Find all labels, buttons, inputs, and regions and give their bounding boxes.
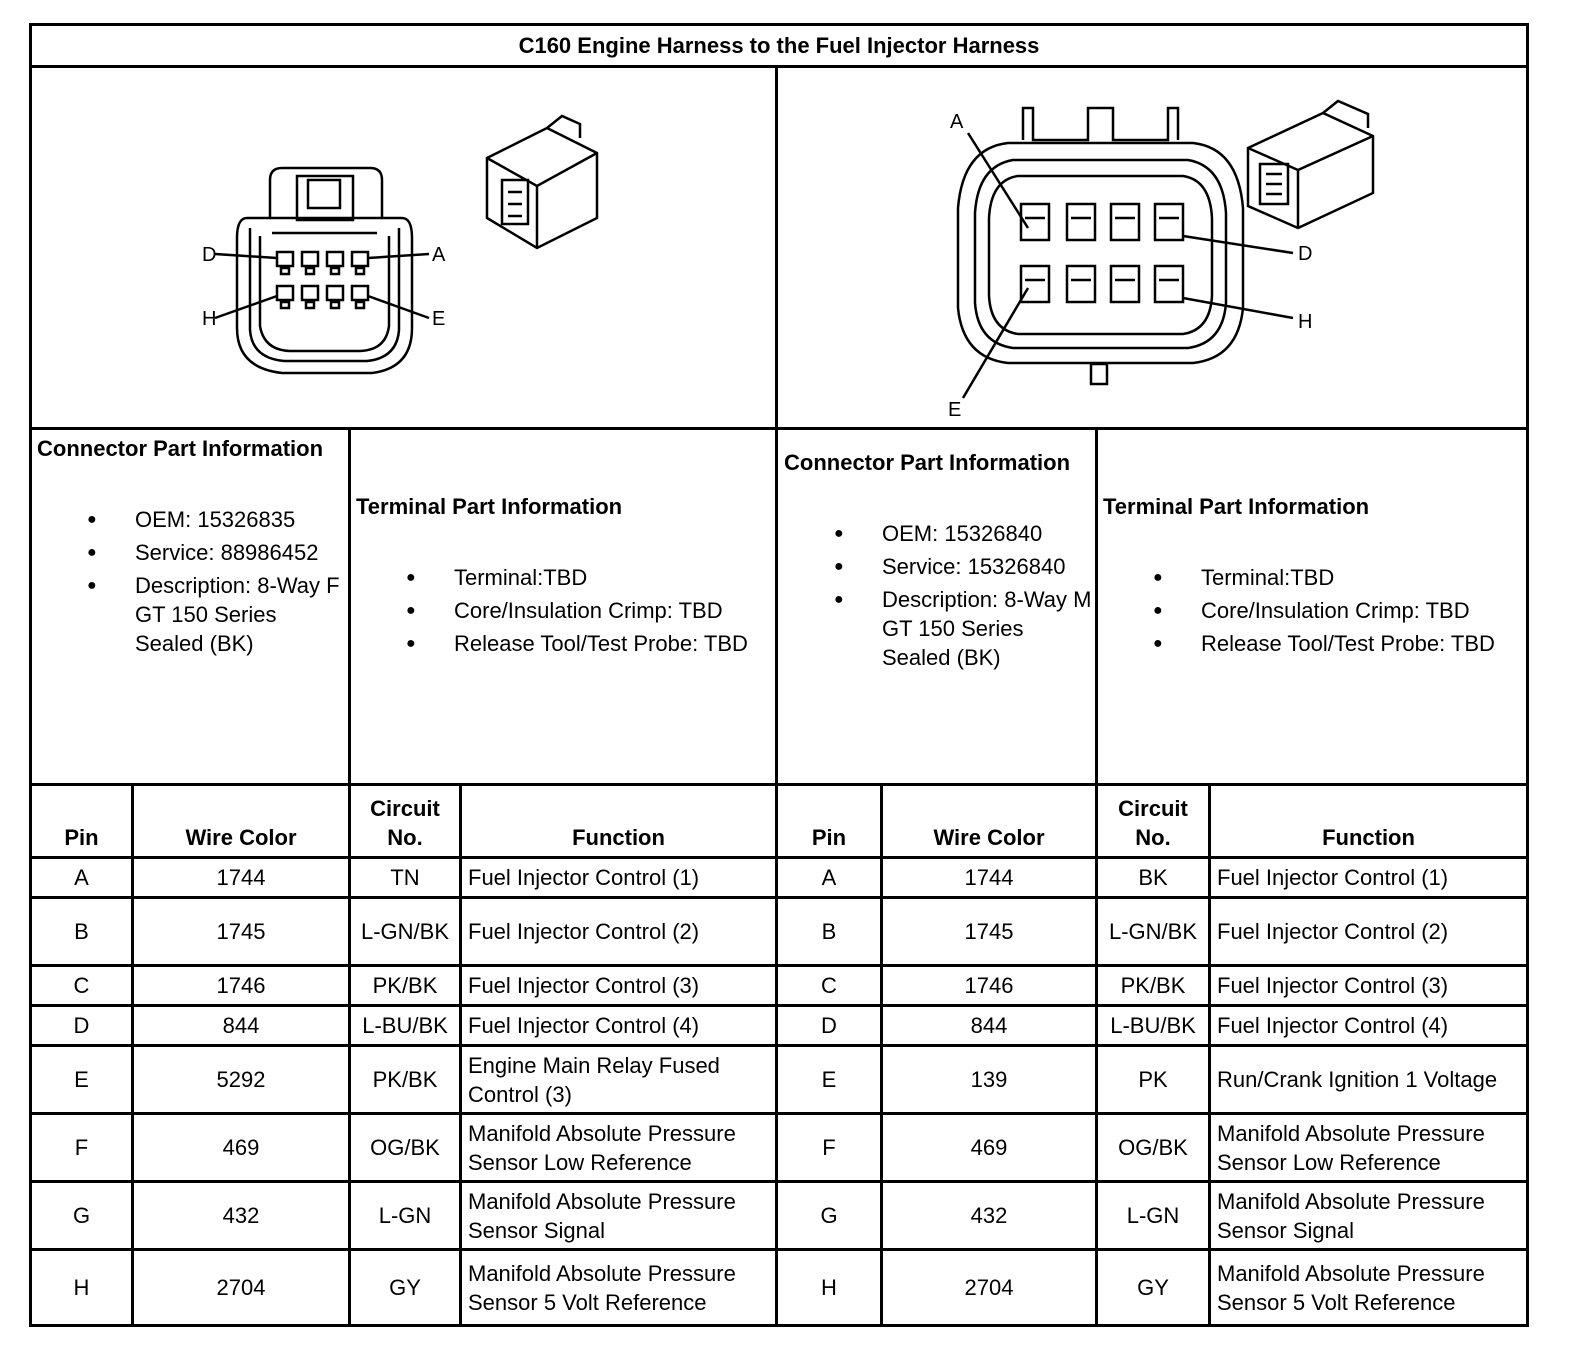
table-cell-function: Fuel Injector Control (2): [468, 919, 700, 944]
table-cell-function: Fuel Injector Control (4): [1217, 1013, 1449, 1038]
list-item: ● Release Tool/Test Probe: TBD: [356, 629, 772, 658]
list-item: ● Terminal:TBD: [1103, 563, 1523, 592]
table-cell-wire-color: 469: [222, 1135, 260, 1160]
left-terminal-list: [356, 563, 772, 658]
list-item: ● OEM: 15326840: [784, 519, 1092, 548]
table-cell-function: Fuel Injector Control (1): [468, 865, 700, 890]
table-cell-function: Fuel Injector Control (3): [1217, 973, 1449, 998]
table-cell-circuit: L-GN/BK: [1108, 919, 1198, 944]
list-item: ● Description: 8-Way F GT 150 Series Sealed (BK): [37, 571, 342, 658]
left-header-wire_color: Wire Color: [185, 825, 297, 850]
table-cell-wire-color: 139: [970, 1067, 1008, 1092]
table-cell-pin: E: [74, 1067, 89, 1092]
right-pin-label-h: H: [1298, 311, 1313, 333]
left-connector-diagram: [32, 68, 778, 430]
table-cell-wire-color: 2704: [964, 1275, 1014, 1300]
list-item: ● Description: 8-Way M GT 150 Series Sealed (BK): [784, 585, 1092, 672]
list-item: ● Terminal:TBD: [356, 563, 772, 592]
left-header-function: Function: [572, 825, 665, 850]
table-cell-pin: B: [74, 919, 89, 944]
table-cell-pin: D: [73, 1013, 90, 1038]
table-cell-pin: C: [821, 973, 837, 998]
table-cell-circuit: TN: [390, 865, 420, 890]
table-cell-function: Manifold Absolute Pressure Sensor Signal: [1217, 1188, 1485, 1243]
table-cell-wire-color: 469: [970, 1135, 1008, 1160]
left-terminal-info: [356, 492, 772, 662]
table-cell-pin: F: [74, 1135, 89, 1160]
list-item: ● Service: 88986452: [37, 538, 342, 567]
table-cell-wire-color: 432: [222, 1203, 260, 1228]
table-cell-circuit: GY: [389, 1275, 421, 1300]
table-cell-function: Manifold Absolute Pressure Sensor 5 Volt Reference: [1217, 1260, 1485, 1315]
male-connector-face-icon: [778, 68, 1526, 427]
table-cell-pin: A: [74, 865, 89, 890]
right-pin-label-d: D: [1298, 243, 1313, 265]
table-cell-circuit: BK: [1138, 865, 1168, 890]
right-terminal-info: [1103, 492, 1523, 662]
table-cell-pin: B: [821, 919, 837, 944]
right-connector-list: [784, 519, 1092, 672]
list-item: ● OEM: 15326835: [37, 505, 342, 534]
pin-table: [32, 786, 1526, 1324]
table-cell-circuit: L-GN/BK: [360, 919, 450, 944]
left-pin-label-h: H: [202, 308, 217, 330]
table-cell-circuit: PK/BK: [1120, 973, 1186, 998]
table-cell-wire-color: 844: [222, 1013, 260, 1038]
table-cell-function: Fuel Injector Control (2): [1217, 919, 1449, 944]
left-pin-label-d: D: [202, 244, 217, 266]
table-cell-function: Fuel Injector Control (3): [468, 973, 700, 998]
table-cell-pin: H: [821, 1275, 837, 1300]
table-cell-pin: H: [73, 1275, 90, 1300]
table-cell-function: Manifold Absolute Pressure Sensor Low Reference: [1217, 1120, 1485, 1175]
table-cell-function: Fuel Injector Control (4): [468, 1013, 700, 1038]
table-cell-wire-color: 1744: [216, 865, 266, 890]
left-pin-label-e: E: [432, 308, 446, 330]
table-cell-pin: G: [820, 1203, 838, 1228]
table-cell-wire-color: 432: [970, 1203, 1008, 1228]
table-cell-circuit: PK/BK: [372, 973, 438, 998]
list-item: ● Core/Insulation Crimp: TBD: [1103, 596, 1523, 625]
table-cell-circuit: PK: [1138, 1067, 1168, 1092]
left-header-pin: Pin: [64, 825, 99, 850]
left-connector-info: [37, 434, 342, 662]
left-connector-list: [37, 505, 342, 658]
table-cell-pin: E: [821, 1067, 837, 1092]
table-cell-function: Manifold Absolute Pressure Sensor Signal: [468, 1188, 736, 1243]
table-cell-pin: F: [822, 1135, 836, 1160]
right-connector-heading: Connector Part Information: [784, 450, 1071, 475]
table-cell-wire-color: 1744: [964, 865, 1014, 890]
right-connector-info: [784, 448, 1092, 676]
table-cell-function: Engine Main Relay Fused Control (3): [468, 1052, 720, 1107]
left-connector-heading: Connector Part Information: [37, 436, 324, 461]
table-cell-circuit: L-GN: [1126, 1203, 1180, 1228]
table-cell-wire-color: 844: [970, 1013, 1008, 1038]
table-cell-function: Run/Crank Ignition 1 Voltage: [1217, 1067, 1498, 1092]
table-cell-circuit: L-BU/BK: [1110, 1013, 1196, 1038]
table-cell-wire-color: 1745: [964, 919, 1014, 944]
table-cell-circuit: OG/BK: [1118, 1135, 1188, 1160]
right-header-circuit: Circuit No.: [1118, 796, 1188, 850]
right-pin-label-e: E: [948, 399, 962, 421]
table-cell-wire-color: 1745: [216, 919, 266, 944]
left-header-circuit: Circuit No.: [370, 796, 440, 850]
female-connector-face-icon: [32, 68, 775, 427]
pinout-sheet: [29, 23, 1529, 1327]
list-item: ● Core/Insulation Crimp: TBD: [356, 596, 772, 625]
table-cell-pin: C: [73, 973, 90, 998]
table-cell-circuit: PK/BK: [372, 1067, 438, 1092]
list-item: ● Service: 15326840: [784, 552, 1092, 581]
right-terminal-list: [1103, 563, 1523, 658]
left-pin-label-a: A: [432, 244, 446, 266]
table-cell-pin: A: [821, 865, 837, 890]
table-cell-circuit: GY: [1137, 1275, 1169, 1300]
right-header-wire_color: Wire Color: [933, 825, 1045, 850]
table-cell-wire-color: 5292: [216, 1067, 266, 1092]
right-header-pin: Pin: [811, 825, 847, 850]
right-terminal-heading: Terminal Part Information: [1103, 494, 1370, 519]
table-cell-function: Manifold Absolute Pressure Sensor 5 Volt Reference: [468, 1260, 736, 1315]
table-cell-circuit: L-GN: [378, 1203, 432, 1228]
table-cell-pin: G: [72, 1203, 91, 1228]
table-cell-function: Manifold Absolute Pressure Sensor Low Reference: [468, 1120, 736, 1175]
left-terminal-heading: Terminal Part Information: [356, 494, 623, 519]
table-cell-wire-color: 1746: [216, 973, 266, 998]
table-cell-circuit: L-BU/BK: [362, 1013, 448, 1038]
table-cell-function: Fuel Injector Control (1): [1217, 865, 1449, 890]
list-item: ● Release Tool/Test Probe: TBD: [1103, 629, 1523, 658]
table-cell-wire-color: 1746: [964, 973, 1014, 998]
table-cell-pin: D: [821, 1013, 837, 1038]
right-connector-diagram: [778, 68, 1526, 430]
page-title: C160 Engine Harness to the Fuel Injector Harness: [32, 26, 1526, 68]
table-cell-circuit: OG/BK: [370, 1135, 440, 1160]
right-header-function: Function: [1322, 825, 1415, 850]
right-pin-label-a: A: [950, 111, 964, 133]
table-cell-wire-color: 2704: [216, 1275, 266, 1300]
